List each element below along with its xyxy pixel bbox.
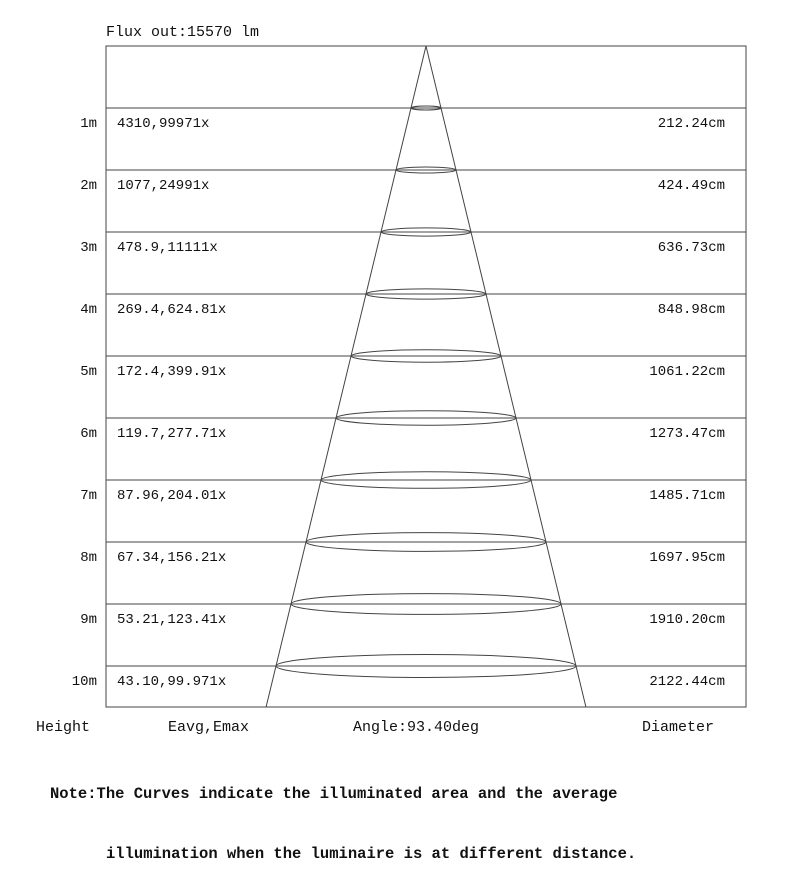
note-line-1	[50, 784, 636, 804]
diameter-column-label: Diameter	[642, 719, 715, 736]
row-diameter-label: 1273.47cm	[649, 426, 725, 442]
row-height-label: 5m	[80, 364, 97, 380]
row-diameter-label: 1061.22cm	[649, 364, 725, 380]
row-illuminance-label: 478.9,11111x	[117, 240, 218, 256]
cone-left-edge	[266, 46, 426, 707]
note	[50, 744, 636, 884]
row-illuminance-label: 1077,24991x	[117, 178, 210, 194]
row-illuminance-label: 53.21,123.41x	[117, 612, 227, 628]
beam-cone	[266, 46, 586, 707]
beam-ellipses	[276, 106, 576, 677]
row-illuminance-label: 119.7,277.71x	[117, 426, 227, 442]
row-diameter-label: 2122.44cm	[649, 674, 725, 690]
row-height-label: 10m	[71, 674, 97, 690]
row-illuminance-label: 172.4,399.91x	[117, 364, 227, 380]
cone-right-edge	[426, 46, 586, 707]
height-column-label: Height	[36, 719, 91, 736]
row-illuminance-label: 43.10,99.971x	[117, 674, 227, 690]
note-prefix: Note:	[50, 785, 97, 803]
row-illuminance-label: 67.34,156.21x	[117, 550, 227, 566]
row-diameter-label: 636.73cm	[657, 240, 725, 256]
row-illuminance-label: 269.4,624.81x	[117, 302, 227, 318]
note-text-2: illumination when the luminaire is at different distance.	[106, 845, 637, 863]
row-illuminance-label: 87.96,204.01x	[117, 488, 227, 504]
row-height-label: 6m	[80, 426, 97, 442]
row-height-label: 7m	[80, 488, 97, 504]
row-height-label: 2m	[80, 178, 97, 194]
row-height-label: 1m	[80, 116, 97, 132]
row-diameter-label: 1485.71cm	[649, 488, 725, 504]
row-diameter-label: 1910.20cm	[649, 612, 725, 628]
flux-out-label: Flux out:15570 lm	[106, 24, 260, 41]
row-height-label: 8m	[80, 550, 97, 566]
row-diameter-label: 424.49cm	[657, 178, 725, 194]
row-height-label: 9m	[80, 612, 97, 628]
row-illuminance-label: 4310,99971x	[117, 116, 210, 132]
angle-label: Angle:93.40deg	[353, 719, 480, 736]
eavg-emax-column-label: Eavg,Emax	[168, 719, 250, 736]
row-diameter-label: 212.24cm	[657, 116, 725, 132]
row-height-label: 3m	[80, 240, 97, 256]
row-height-label: 4m	[80, 302, 97, 318]
row-diameter-label: 1697.95cm	[649, 550, 725, 566]
note-text-1: The Curves indicate the illuminated area and the average	[96, 785, 618, 803]
row-diameter-label: 848.98cm	[657, 302, 725, 318]
